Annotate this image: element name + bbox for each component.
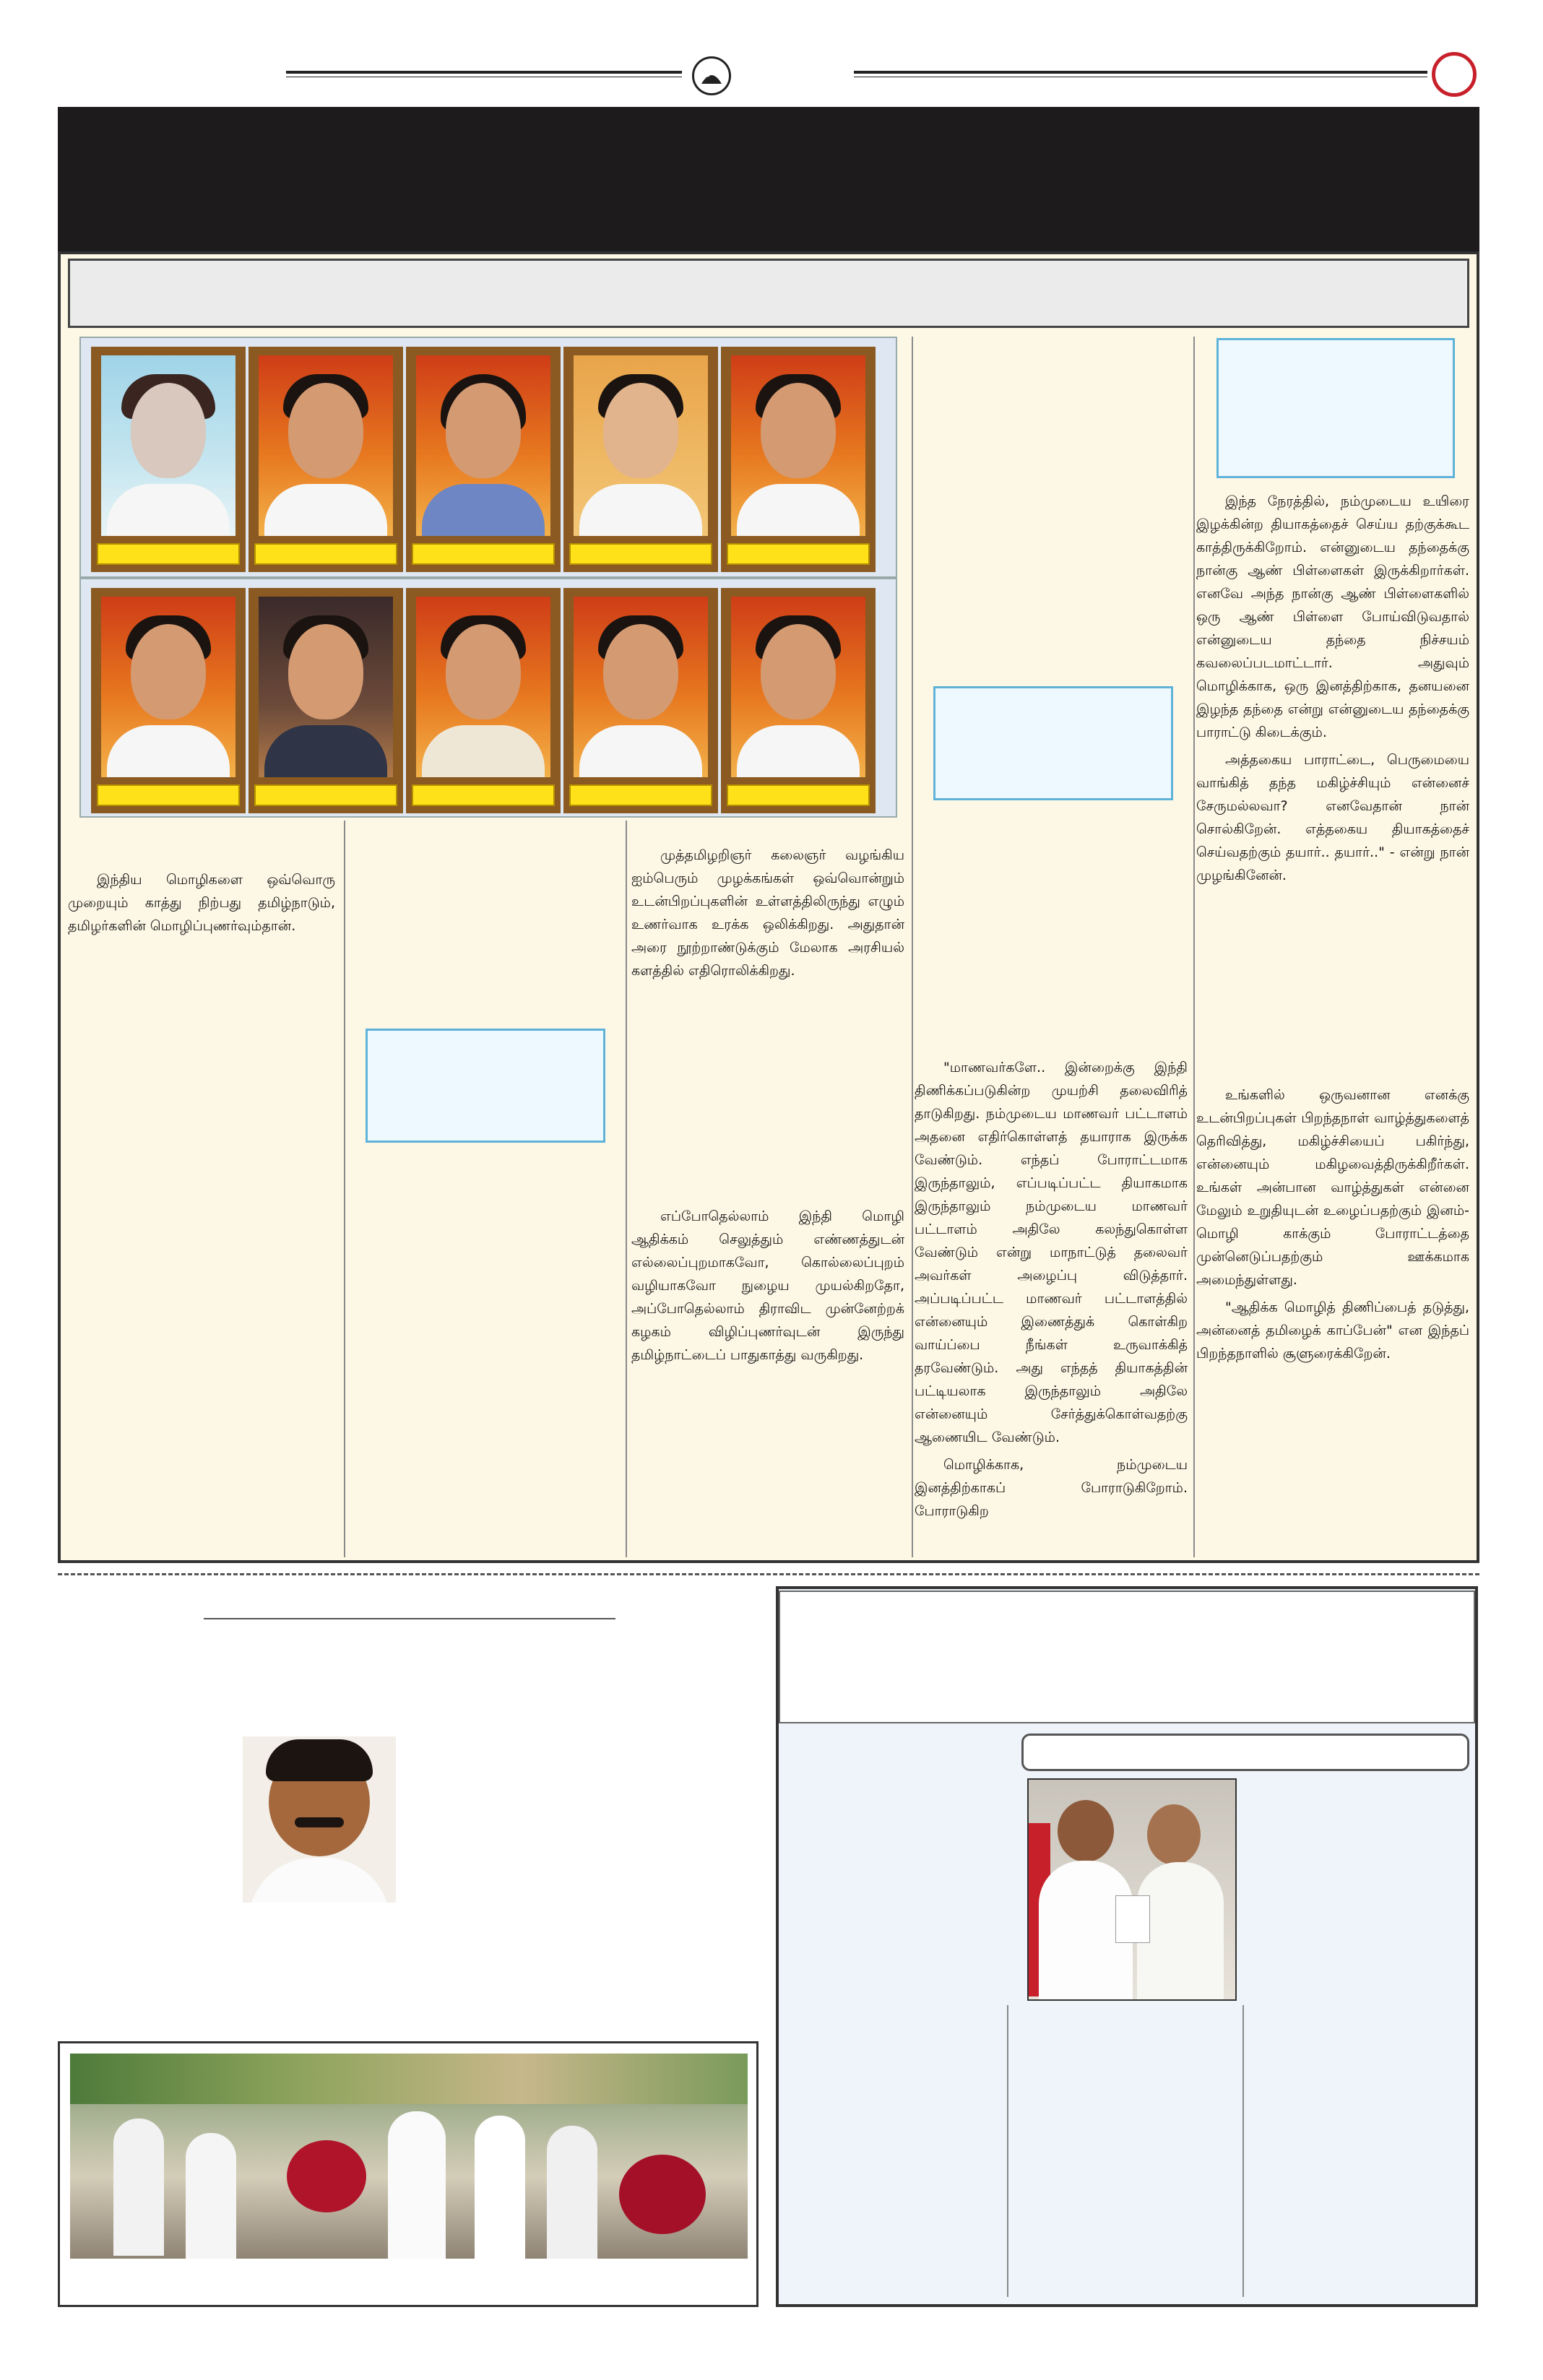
masthead-rule-left: [286, 71, 682, 74]
rising-sun-emblem-icon: [692, 56, 731, 95]
column-rule: [1007, 2005, 1008, 2297]
gallery-row-divider: [81, 576, 896, 579]
article-column-4: [915, 1056, 1188, 1527]
martyr-portrait: [91, 347, 246, 572]
martyr-portrait: [91, 588, 246, 813]
pull-quote-box: [1216, 338, 1455, 478]
martyr-portrait: [248, 588, 403, 813]
article-paragraph: இந்திய மொழிகளை ஒவ்வொரு முறையும் காத்து நிற்பது தமிழ்நாடும், தமிழர்களின் மொழிப்புணர்வும்தான்.: [68, 872, 335, 934]
martyrs-portrait-gallery: [79, 337, 897, 818]
article-column-5: [1196, 490, 1469, 891]
article-paragraph: மொழிக்காக, நம்முடைய இனத்திற்காகப் போராடுகிறோம். போராடுகிற: [915, 1457, 1188, 1519]
column-rule: [344, 821, 345, 1557]
martyr-portrait: [721, 347, 876, 572]
author-portrait-photo: [243, 1736, 396, 1903]
column-rule: [626, 821, 627, 1557]
portrait-nameplate: [412, 784, 555, 806]
pull-quote-box: [366, 1029, 605, 1143]
leaders-handshake-photo: [1027, 1778, 1237, 2001]
article-paragraph: இந்த நேரத்தில், நம்முடைய உயிரை இழக்கின்ற தியாகத்தைச் செய்ய தற்குக்கூட காத்திருக்கிறோம். என்னுடைய தந்தைக்கு நான்கு ஆண் பிள்ளைகள் இருக்கிறார்கள். எனவே அந்த நான்கு ஆண் பிள்ளைகளில் ஒரு ஆண் பிள்ளை போய்விடுவதால் என்னுடைய தந்தை நிச்சயம் கவலைப்படமாட்டார். அதுவும் மொழிக்காக, ஒரு இனத்திற்காக, தனயனை இழந்த தந்தை என்று என்னுடைய தந்தைக்கு பாராட்டு கிடைக்கும்.: [1196, 493, 1469, 740]
martyr-portrait: [406, 347, 561, 572]
column-rule: [912, 337, 913, 1557]
page-number-badge: [1432, 52, 1477, 97]
article-column-5-continued: [1196, 1083, 1469, 1369]
martyr-portrait: [248, 347, 403, 572]
masthead-rule-right: [854, 71, 1427, 74]
portrait-nameplate: [727, 784, 870, 806]
column-rule: [1193, 337, 1195, 1557]
statement-headline-frame: [779, 1591, 1475, 1723]
pull-quote-box: [933, 686, 1173, 800]
portrait-nameplate: [569, 784, 712, 806]
celebration-crowd-photo: [70, 2054, 748, 2259]
feature-headline-band: [58, 107, 1479, 251]
portrait-nameplate: [727, 543, 870, 565]
portrait-nameplate: [412, 543, 555, 565]
article-paragraph: அத்தகைய பாராட்டை, பெருமையை வாங்கித் தந்த மகிழ்ச்சியும் என்னைச் சேருமல்லவா? எனவேதான் நான் சொல்கிறேன். எத்தகைய தியாகத்தைச் செய்வதற்கும் தயார்.. தயார்.." - என்று நான் முழங்கினேன்.: [1196, 752, 1469, 883]
article-paragraph: முத்தமிழறிஞர் கலைஞர் வழங்கிய ஐம்பெரும் முழக்கங்கள் ஒவ்வொன்றும் உடன்பிறப்புகளின் உள்ளத்திலிருந்து எழும் உணர்வாக உரக்க ஒலிக்கிறது. அதுதான் அரை நூற்றாண்டுக்கும் மேலாக அரசியல் களத்தில் எதிரொலிக்கிறது.: [631, 847, 904, 979]
portrait-nameplate: [569, 543, 712, 565]
article-paragraph: "ஆதிக்க மொழித் திணிப்பைத் தடுத்து, அன்னைத் தமிழைக் காப்பேன்" என இந்தப் பிறந்தநாளில் சூளுரைக்கிறேன்.: [1196, 1299, 1469, 1362]
column-rule: [1242, 2005, 1244, 2297]
article-column-1: [68, 868, 335, 942]
article-paragraph: எப்போதெல்லாம் இந்தி மொழி ஆதிக்கம் செலுத்தும் எண்ணத்துடன் எல்லைப்புறமாகவோ, கொல்லைப்புறம் வழியாகவோ நுழைய முயல்கிறதோ, அப்போதெல்லாம் திராவிட முன்னேற்றக் கழகம் விழிப்புணர்வுடன் இருந்து தமிழ்நாட்டைப் பாதுகாத்து வருகிறது.: [631, 1208, 904, 1363]
statement-subheadline-pill: [1021, 1734, 1469, 1771]
portrait-nameplate: [97, 784, 240, 806]
portrait-nameplate: [254, 784, 397, 806]
portrait-nameplate: [97, 543, 240, 565]
celebration-photo-frame: [58, 2041, 758, 2307]
article-column-3: [631, 844, 904, 987]
feature-subheadline-box: [68, 259, 1469, 328]
article-paragraph: "மாணவர்களே.. இன்றைக்கு இந்தி திணிக்கப்படுகின்ற முயற்சி தலைவிரித் தாடுகிறது. நம்முடைய மாணவர் பட்டாளம் அதனை எதிர்கொள்ளத் தயாராக இருக்க வேண்டும். எந்தப் போராட்டமாக இருந்தாலும், எப்படிப்பட்ட தியாகமாக இருந்தாலும் நம்முடைய மாணவர் பட்டாளம் அதிலே கலந்துகொள்ள வேண்டும் என்று மாநாட்டுத் தலைவர் அவர்கள் அழைப்பு விடுத்தார். அப்படிப்பட்ட மாணவர் பட்டாளத்தில் என்னையும் இணைத்துக் கொள்கிற வாய்ப்பை நீங்கள் உருவாக்கித் தரவேண்டும். அது எந்தத் தியாகத்தின் பட்டியலாக இருந்தாலும் அதிலே என்னையும் சேர்த்துக்கொள்வதற்கு ஆணையிட வேண்டும்.: [915, 1060, 1188, 1445]
article-paragraph: உங்களில் ஒருவனான எனக்கு உடன்பிறப்புகள் பிறந்தநாள் வாழ்த்துகளைத் தெரிவித்து, மகிழ்ச்சியைப் பகிர்ந்து, என்னையும் மகிழவைத்திருக்கிறீர்கள். உங்கள் அன்பான வாழ்த்துகள் என்னை மேலும் உறுதியுடன் உழைப்பதற்கும் இனம்-மொழி காக்கும் போராட்டத்தை முன்னெடுப்பதற்கும் ஊக்கமாக அமைந்துள்ளது.: [1196, 1087, 1469, 1288]
left-story-rule: [204, 1618, 615, 1619]
martyr-portrait: [563, 588, 718, 813]
portrait-nameplate: [254, 543, 397, 565]
section-dashed-separator: [58, 1573, 1479, 1575]
martyr-portrait: [406, 588, 561, 813]
martyr-portrait: [563, 347, 718, 572]
martyr-portrait: [721, 588, 876, 813]
article-column-3-continued: [631, 1205, 904, 1371]
